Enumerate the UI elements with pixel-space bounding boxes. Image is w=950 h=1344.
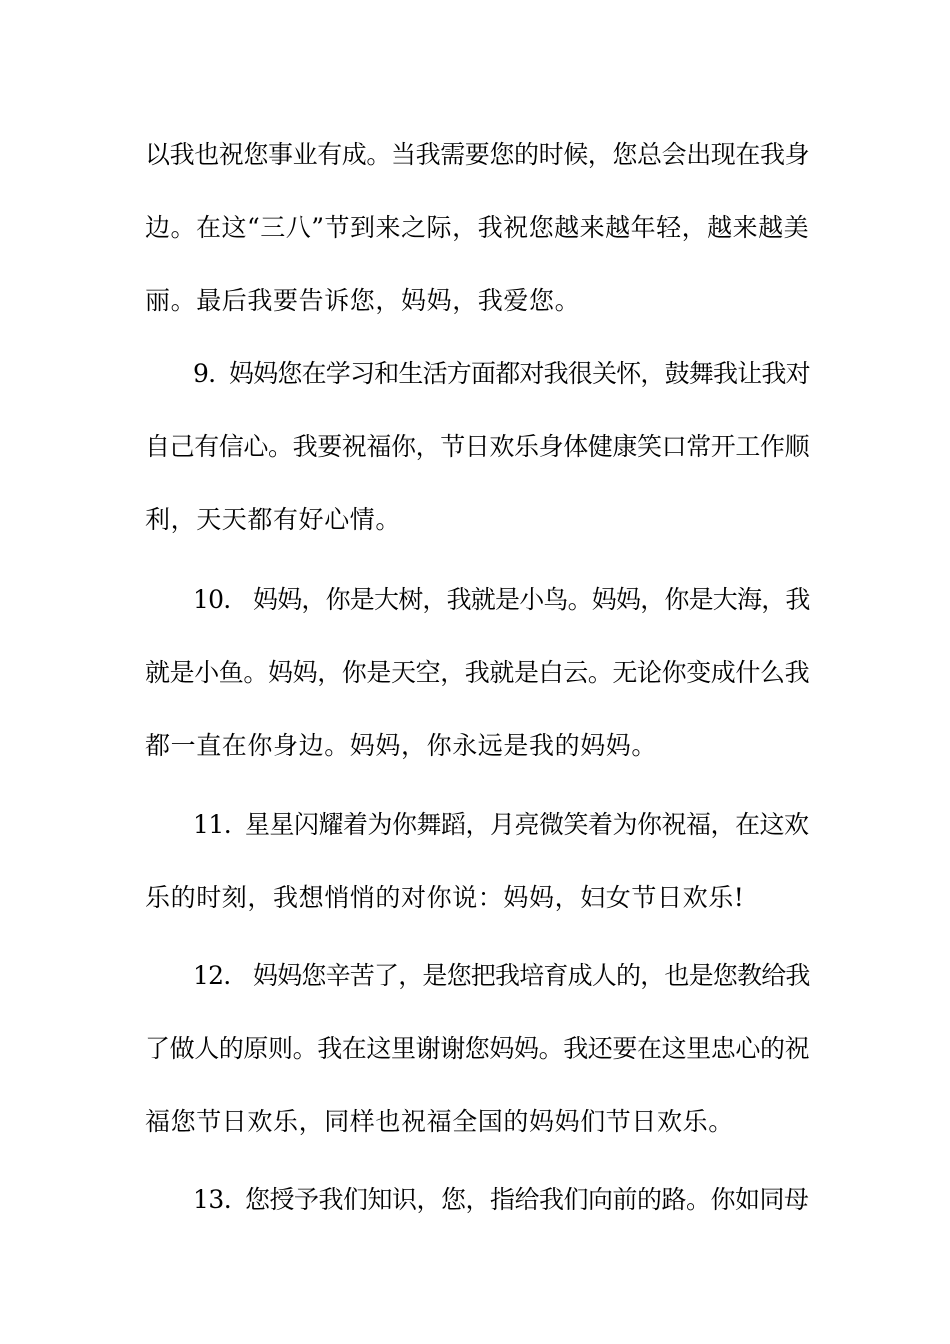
paragraph-first-line: [193, 354, 810, 394]
text-line: [145, 653, 810, 693]
item-number: 13.: [193, 1185, 232, 1214]
text-line-content: 边。在这“三八”节到来之际，我祝您越来越年轻，越来越美: [145, 213, 810, 242]
text-line-content: 福您节日欢乐，同样也祝福全国的妈妈们节日欢乐。: [145, 1107, 734, 1136]
paragraph-first-line: [193, 805, 810, 845]
text-line-content: 都一直在你身边。妈妈，你永远是我的妈妈。: [145, 731, 658, 760]
text-line: [145, 208, 810, 248]
paragraph-first-line: [193, 580, 810, 620]
text-line-content: 以我也祝您事业有成。当我需要您的时候，您总会出现在我身: [145, 140, 810, 169]
text-line: [145, 135, 810, 175]
text-line-content: 妈妈您辛苦了，是您把我培育成人的，也是您教给我: [253, 961, 810, 990]
paragraph-first-line: [193, 1180, 810, 1220]
paragraph-first-line: [193, 956, 810, 996]
text-line: [145, 726, 810, 766]
text-line-content: 乐的时刻，我想悄悄的对你说：妈妈，妇女节日欢乐!: [145, 883, 745, 912]
text-line-content: 自己有信心。我要祝福你，节日欢乐身体健康笑口常开工作顺: [145, 432, 810, 461]
text-line-content: 丽。最后我要告诉您，妈妈，我爱您。: [145, 286, 581, 315]
text-line: [145, 500, 810, 540]
item-number: 9.: [193, 359, 216, 388]
item-number: 11.: [193, 810, 232, 839]
text-line-content: 星星闪耀着为你舞蹈，月亮微笑着为你祝福，在这欢: [245, 810, 809, 839]
text-line-content: 妈妈，你是大树，我就是小鸟。妈妈，你是大海，我: [253, 585, 810, 614]
text-line: [145, 427, 810, 467]
item-number: 12.: [193, 961, 231, 990]
text-line: [145, 878, 810, 918]
text-line-content: 就是小鱼。妈妈，你是天空，我就是白云。无论你变成什么我: [145, 658, 810, 687]
text-line: [145, 281, 810, 321]
text-line-content: 您授予我们知识，您，指给我们向前的路。你如同母: [245, 1185, 809, 1214]
item-number: 10.: [193, 585, 231, 614]
text-line-content: 了做人的原则。我在这里谢谢您妈妈。我还要在这里忠心的祝: [145, 1034, 810, 1063]
text-line-content: 利，天天都有好心情。: [145, 505, 402, 534]
text-line-content: 妈妈您在学习和生活方面都对我很关怀，鼓舞我让我对: [229, 359, 810, 388]
text-line: [145, 1102, 810, 1142]
text-line: [145, 1029, 810, 1069]
